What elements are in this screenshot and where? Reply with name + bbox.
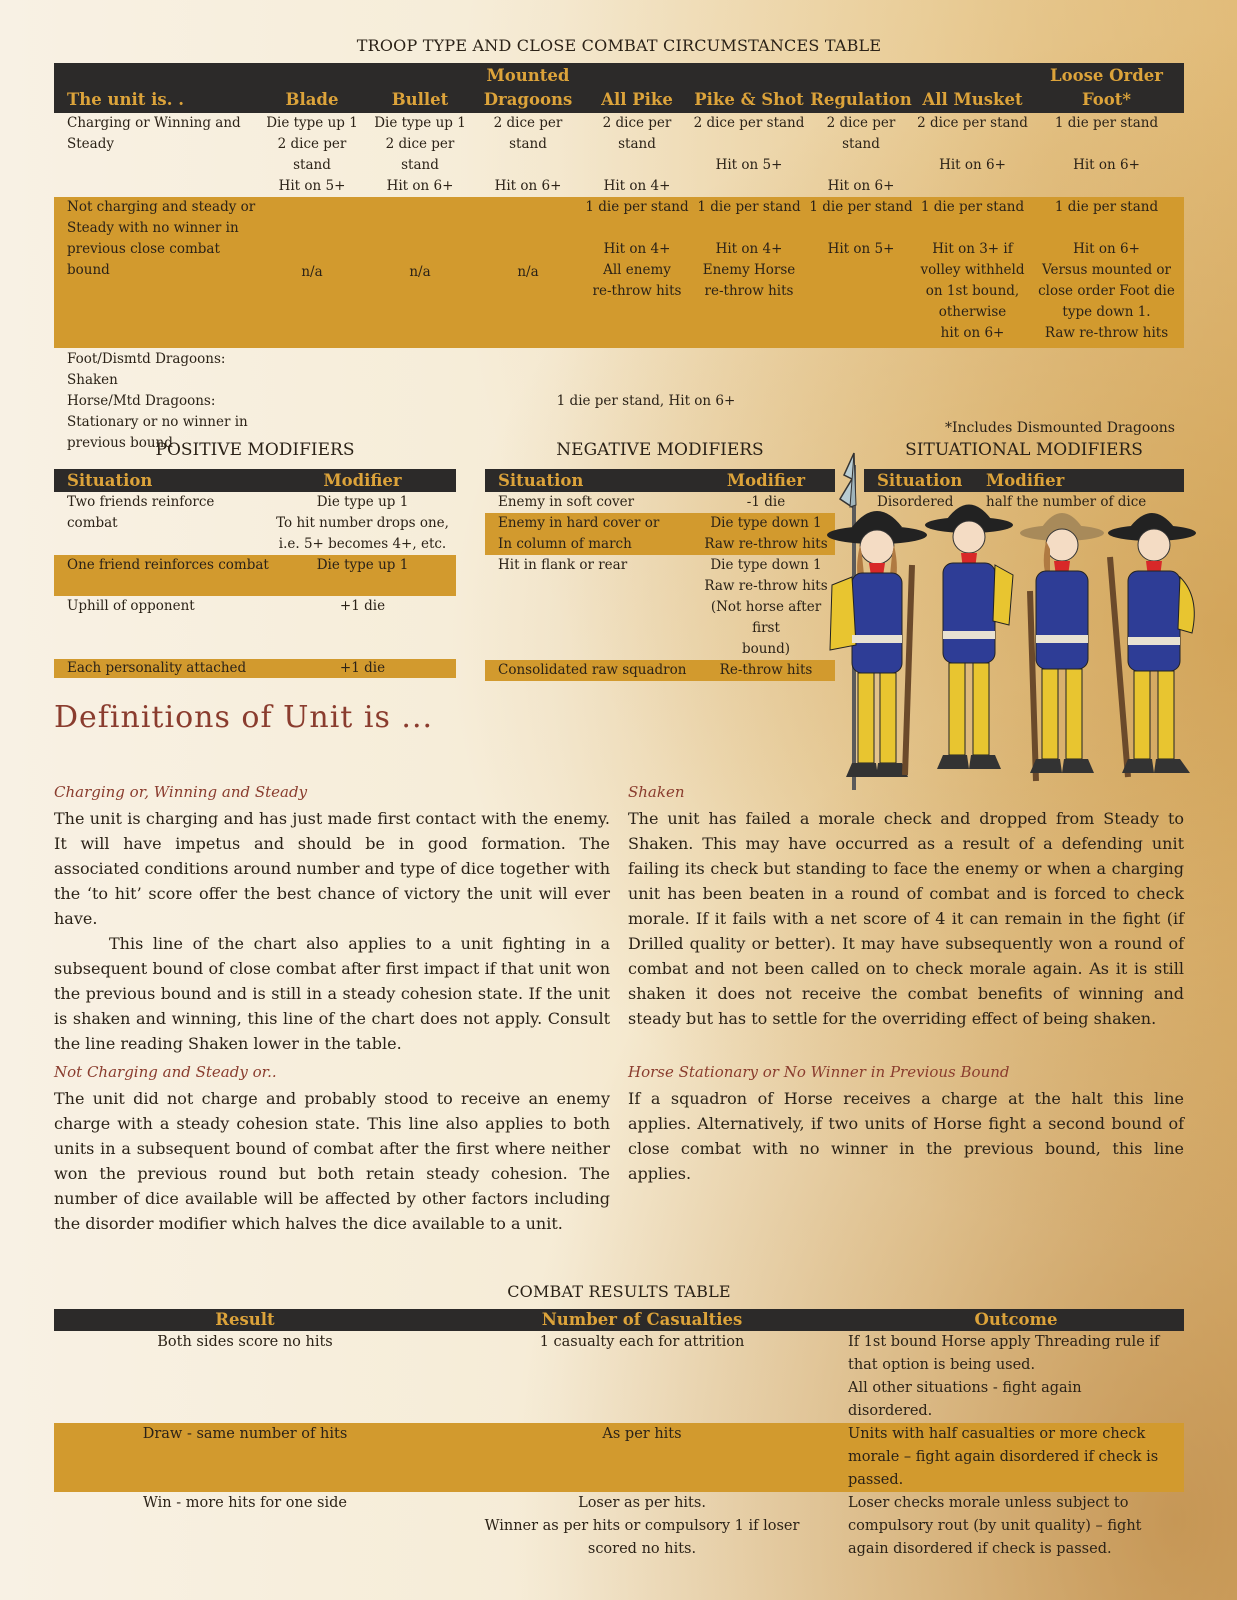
table-row [485, 555, 835, 660]
table-cell: 1 die per stand, Hit on 6+ [556, 392, 736, 409]
troop-table-title: TROOP TYPE AND CLOSE COMBAT CIRCUMSTANCES TABLE [356, 36, 882, 55]
definition-body-shaken [628, 806, 1184, 1031]
combat-results-table [54, 1309, 1184, 1562]
table-cell: -1 die [746, 494, 786, 510]
table-cell: As per hits [436, 1423, 848, 1492]
header-situation: Situation [67, 471, 153, 490]
troop-type-table [54, 63, 1184, 454]
paragraph: The unit did not charge and probably stood to receive an enemy charge with a steady cohesion state. This line also applies to both units in a subsequent bound of combat after the first where neither won the previous round but both retain steady cohesion. The number of dice available will be affected by other factors including the disorder modifier which halves the dice available to a unit. [54, 1089, 610, 1233]
table-cell: Loser as per hits. Winner as per hits or compulsory 1 if loser scored no hits. [484, 1495, 800, 1557]
table-cell: +1 die [339, 598, 386, 614]
negative-modifiers-table [485, 469, 835, 681]
table-cell: 2 dice per stand Hit on 6+ [826, 115, 896, 194]
table-cell: 2 dice per stand Hit on 6+ [493, 115, 563, 194]
table-cell: Consolidated raw squadron [485, 660, 697, 681]
table-cell: Die type up 1 2 dice per stand Hit on 6+ [374, 115, 466, 194]
definition-subtitle-not-charging: Not Charging and Steady or.. [54, 1063, 277, 1081]
table-cell: 2 dice per stand Hit on 4+ [602, 115, 672, 194]
table-cell: n/a [258, 197, 366, 348]
definition-body-horse-stationary [628, 1086, 1184, 1186]
soldier-figure-2 [905, 505, 1013, 776]
positive-modifiers-table [54, 469, 456, 678]
paragraph: The unit has failed a morale check and dropped from Steady to Shaken. This may have occurred as a result of a defending unit failing its check but standing to face the enemy or when a charging unit has been beaten in a round of combat and is forced to check morale. If it fails with a net score of 4 it can remain in the fight (if Drilled quality or better). It may have subsequently won a round of combat and not been called on to check morale again. As it is still shaken it does not receive the combat benefits of winning and steady but has to settle for the overriding effect of being shaken. [628, 809, 1184, 1028]
definitions-title: Definitions of Unit is ... [54, 700, 434, 735]
paragraph: If a squadron of Horse receives a charge at the halt this line applies. Alternatively, if two units of Horse fight a second bound of close combat with no winner in the previous bound, this line applies. [628, 1089, 1184, 1183]
table-cell: Die type up 1 2 dice per stand Hit on 5+ [266, 115, 358, 194]
definition-subtitle-charging: Charging or, Winning and Steady [54, 783, 308, 801]
table-cell: half the number of dice [986, 494, 1147, 510]
header-all-musket: All Musket [922, 90, 1023, 109]
row-label: Foot/Dismtd Dragoons: Shaken Horse/Mtd Dragoons: Stationary or no winner in previous bound [67, 351, 248, 451]
header-mounted-dragoons: Mounted Dragoons [483, 66, 573, 109]
table-cell: 1 casualty each for attrition [539, 1334, 745, 1350]
table-row [54, 596, 456, 659]
table-cell: Die type down 1 Raw re-throw hits (Not horse after first bound) [704, 557, 828, 657]
table-row [54, 113, 1184, 197]
header-modifier: Modifier [323, 471, 402, 490]
table-cell: 2 dice per stand Hit on 6+ [917, 115, 1028, 173]
table-row [485, 660, 835, 681]
definition-body-charging [54, 806, 610, 1056]
table-cell: 1 die per stand Hit on 4+ All enemy re-throw hits [582, 197, 692, 348]
table-cell: Die type up 1 To hit number drops one, i.e. 5+ becomes 4+, etc. [276, 494, 449, 552]
header-situation: Situation [498, 471, 584, 490]
definition-body-not-charging [54, 1086, 610, 1236]
table-cell: If 1st bound Horse apply Threading rule if that option is being used. All other situations - fight again disordered. [848, 1334, 1160, 1419]
table-row [485, 492, 835, 513]
table-cell: 1 die per stand Hit on 5+ [806, 197, 916, 348]
combat-results-title: COMBAT RESULTS TABLE [507, 1282, 731, 1301]
header-outcome: Outcome [974, 1310, 1058, 1329]
table-cell: n/a [366, 197, 474, 348]
table-row [54, 1423, 1184, 1492]
header-casualties: Number of Casualties [541, 1310, 743, 1329]
table-cell: +1 die [269, 659, 456, 678]
table-cell: n/a [474, 197, 582, 348]
table-cell: 2 dice per stand Hit on 5+ [693, 115, 805, 173]
table-cell: 1 die per stand Hit on 6+ Versus mounted or close order Foot die type down 1. Raw re-throw hits [1029, 197, 1184, 348]
definition-subtitle-shaken: Shaken [628, 783, 685, 801]
table-cell: Both sides score no hits [157, 1334, 333, 1350]
table-cell: Die type up 1 [269, 555, 456, 596]
table-cell: Disordered [877, 494, 954, 510]
table-cell: Uphill of opponent [67, 598, 195, 614]
header-pike-and-shot: Pike & Shot [694, 90, 804, 109]
table-cell: 1 die per stand Hit on 3+ if volley withheld on 1st bound, otherwise hit on 6+ [916, 197, 1029, 348]
table-cell: Hit in flank or rear [498, 557, 628, 573]
header-modifier: Modifier [986, 471, 1065, 490]
table-row [54, 659, 456, 678]
table-cell: Enemy in soft cover [498, 494, 635, 510]
table-row [54, 492, 456, 555]
soldier-figure-3 [1020, 513, 1104, 781]
table-cell: 1 die per stand Hit on 4+ Enemy Horse re-throw hits [692, 197, 806, 348]
soldier-figure-4 [1108, 513, 1196, 777]
table-row [485, 513, 835, 555]
musketeers-illustration [822, 445, 1217, 800]
header-all-pike: All Pike [601, 90, 673, 109]
table-row [54, 555, 456, 596]
row-label: Charging or Winning and Steady [67, 115, 241, 152]
paragraph: This line of the chart also applies to a unit fighting in a subsequent bound of close combat after first impact if that unit won the previous bound and is still in a steady cohesion state. If the unit is shaken and winning, this line of the chart does not apply. Consult the line reading Shaken lower in the table. [54, 934, 610, 1053]
troop-footnote: *Includes Dismounted Dragoons [945, 420, 1175, 436]
header-unit-is: The unit is. . [67, 90, 184, 109]
table-cell: Die type down 1 Raw re-throw hits [697, 513, 835, 555]
table-cell: Re-throw hits [697, 660, 835, 681]
header-bullet: Bullet [391, 90, 449, 109]
table-cell: Enemy in hard cover or In column of march [485, 513, 697, 555]
table-cell: Two friends reinforce combat [67, 494, 215, 531]
header-modifier: Modifier [726, 471, 806, 490]
table-cell: Loser checks morale unless subject to compulsory rout (by unit quality) – fight again disordered if check is passed. [848, 1495, 1142, 1557]
paragraph: The unit is charging and has just made first contact with the enemy. It will have impetus and should be in good formation. The associated conditions around number and type of dice together with the ‘to hit’ score offer the best chance of victory the unit will ever have. [54, 809, 610, 928]
table-cell: Win - more hits for one side [142, 1495, 348, 1511]
header-situation: Situation [877, 471, 963, 490]
definition-subtitle-horse-stationary: Horse Stationary or No Winner in Previous Bound [628, 1063, 1010, 1081]
table-row [54, 1492, 1184, 1562]
header-regulation: Regulation [810, 90, 912, 109]
row-label: Not charging and steady or Steady with no winner in previous close combat bound [54, 197, 258, 348]
situational-modifiers-title: SITUATIONAL MODIFIERS [905, 440, 1143, 460]
table-row [54, 197, 1184, 348]
header-loose-order-foot: Loose Order Foot* [1050, 66, 1163, 109]
negative-modifiers-title: NEGATIVE MODIFIERS [556, 440, 764, 460]
table-cell: Units with half casualties or more check morale – fight again disordered if check is passed. [848, 1423, 1184, 1492]
table-row [54, 1331, 1184, 1423]
table-cell: One friend reinforces combat [54, 555, 269, 596]
header-blade: Blade [285, 90, 339, 109]
header-result: Result [215, 1310, 275, 1329]
table-cell: 1 die per stand Hit on 6+ [1054, 115, 1159, 173]
table-cell: Draw - same number of hits [54, 1423, 436, 1492]
positive-modifiers-title: POSITIVE MODIFIERS [155, 440, 355, 460]
table-cell: Each personality attached [54, 659, 269, 678]
